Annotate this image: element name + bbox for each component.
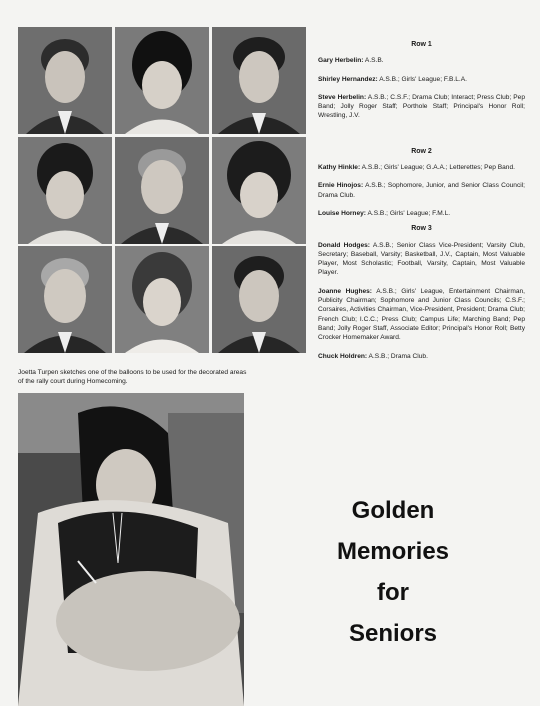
bio-kathy-hinkle: Kathy Hinkle: A.S.B.; Girls' League; G.A.A.; Letterettes; Pep Band. <box>318 164 515 172</box>
headline-line-3: for <box>377 579 409 606</box>
senior-bios <box>318 40 525 370</box>
row-3-heading: Row 3 <box>411 225 432 233</box>
bio-chuck-holdren: Chuck Holdren: A.S.B.; Drama Club. <box>318 352 428 360</box>
headline-line-4: Seniors <box>348 620 438 647</box>
portrait-joanne-hughes <box>115 246 209 353</box>
portrait-steve-herbelin <box>212 27 306 134</box>
headline-line-1: Golden <box>351 497 435 524</box>
portrait-ernie-hinojos <box>115 137 209 244</box>
bio-gary-herbelin: Gary Herbelin: A.S.B. <box>318 57 384 65</box>
bio-donald-hodges: Donald Hodges: A.S.B.; Senior Class Vice-President; Varsity Club, Secretary; Baseball, Varsity; Basketball, J.V., Captain, Most Valuable Player, Most Scholastic; Football, Varsity, Captain, Most Valuable Player. <box>318 241 525 277</box>
bio-shirley-hernandez: Shirley Hernandez: A.S.B.; Girls' League; F.B.L.A. <box>318 75 467 83</box>
homecoming-photo <box>18 393 244 706</box>
portrait-chuck-holdren <box>212 246 306 353</box>
page-headline <box>318 490 468 654</box>
portrait-gary-herbelin <box>18 27 112 134</box>
bio-steve-herbelin: Steve Herbelin: A.S.B.; C.S.F.; Drama Club; Interact; Press Club; Pep Band; Jolly Roger Staff; Porthole Staff; Principal's Honor Roll; Wrestling, J.V. <box>318 93 525 120</box>
photo-caption: Joetta Turpen sketches one of the balloons to be used for the decorated areas of the rally court during Homecoming. <box>18 369 247 386</box>
bio-joanne-hughes: Joanne Hughes: A.S.B.; Girls' League, Entertainment Chairman, Publicity Chairman; Sophomore and Junior Class Councils; C.S.F.; Corsaires, Activities Chairman, Vice-President, President; Drama Club; French Club; I.C.C.; Press Club; Campus Life; Marching Band; Pep Band; Jolly Roger Staff, Associate Editor; Principal's Honor Roll; Betty Crocker Homemaker Award. <box>318 287 525 342</box>
bio-ernie-hinojos: Ernie Hinojos: A.S.B.; Sophomore, Junior, and Senior Class Council; Drama Club. <box>318 182 526 199</box>
portrait-shirley-hernandez <box>115 27 209 134</box>
headline-line-2: Memories <box>336 538 450 565</box>
bio-louise-horney: Louise Horney: A.S.B.; Girls' League; F.M.L. <box>318 209 451 217</box>
portrait-donald-hodges <box>18 246 112 353</box>
row-1-heading: Row 1 <box>411 41 432 48</box>
row-2-heading: Row 2 <box>411 147 432 155</box>
portrait-kathy-hinkle <box>18 137 112 244</box>
portrait-louise-horney <box>212 137 306 244</box>
